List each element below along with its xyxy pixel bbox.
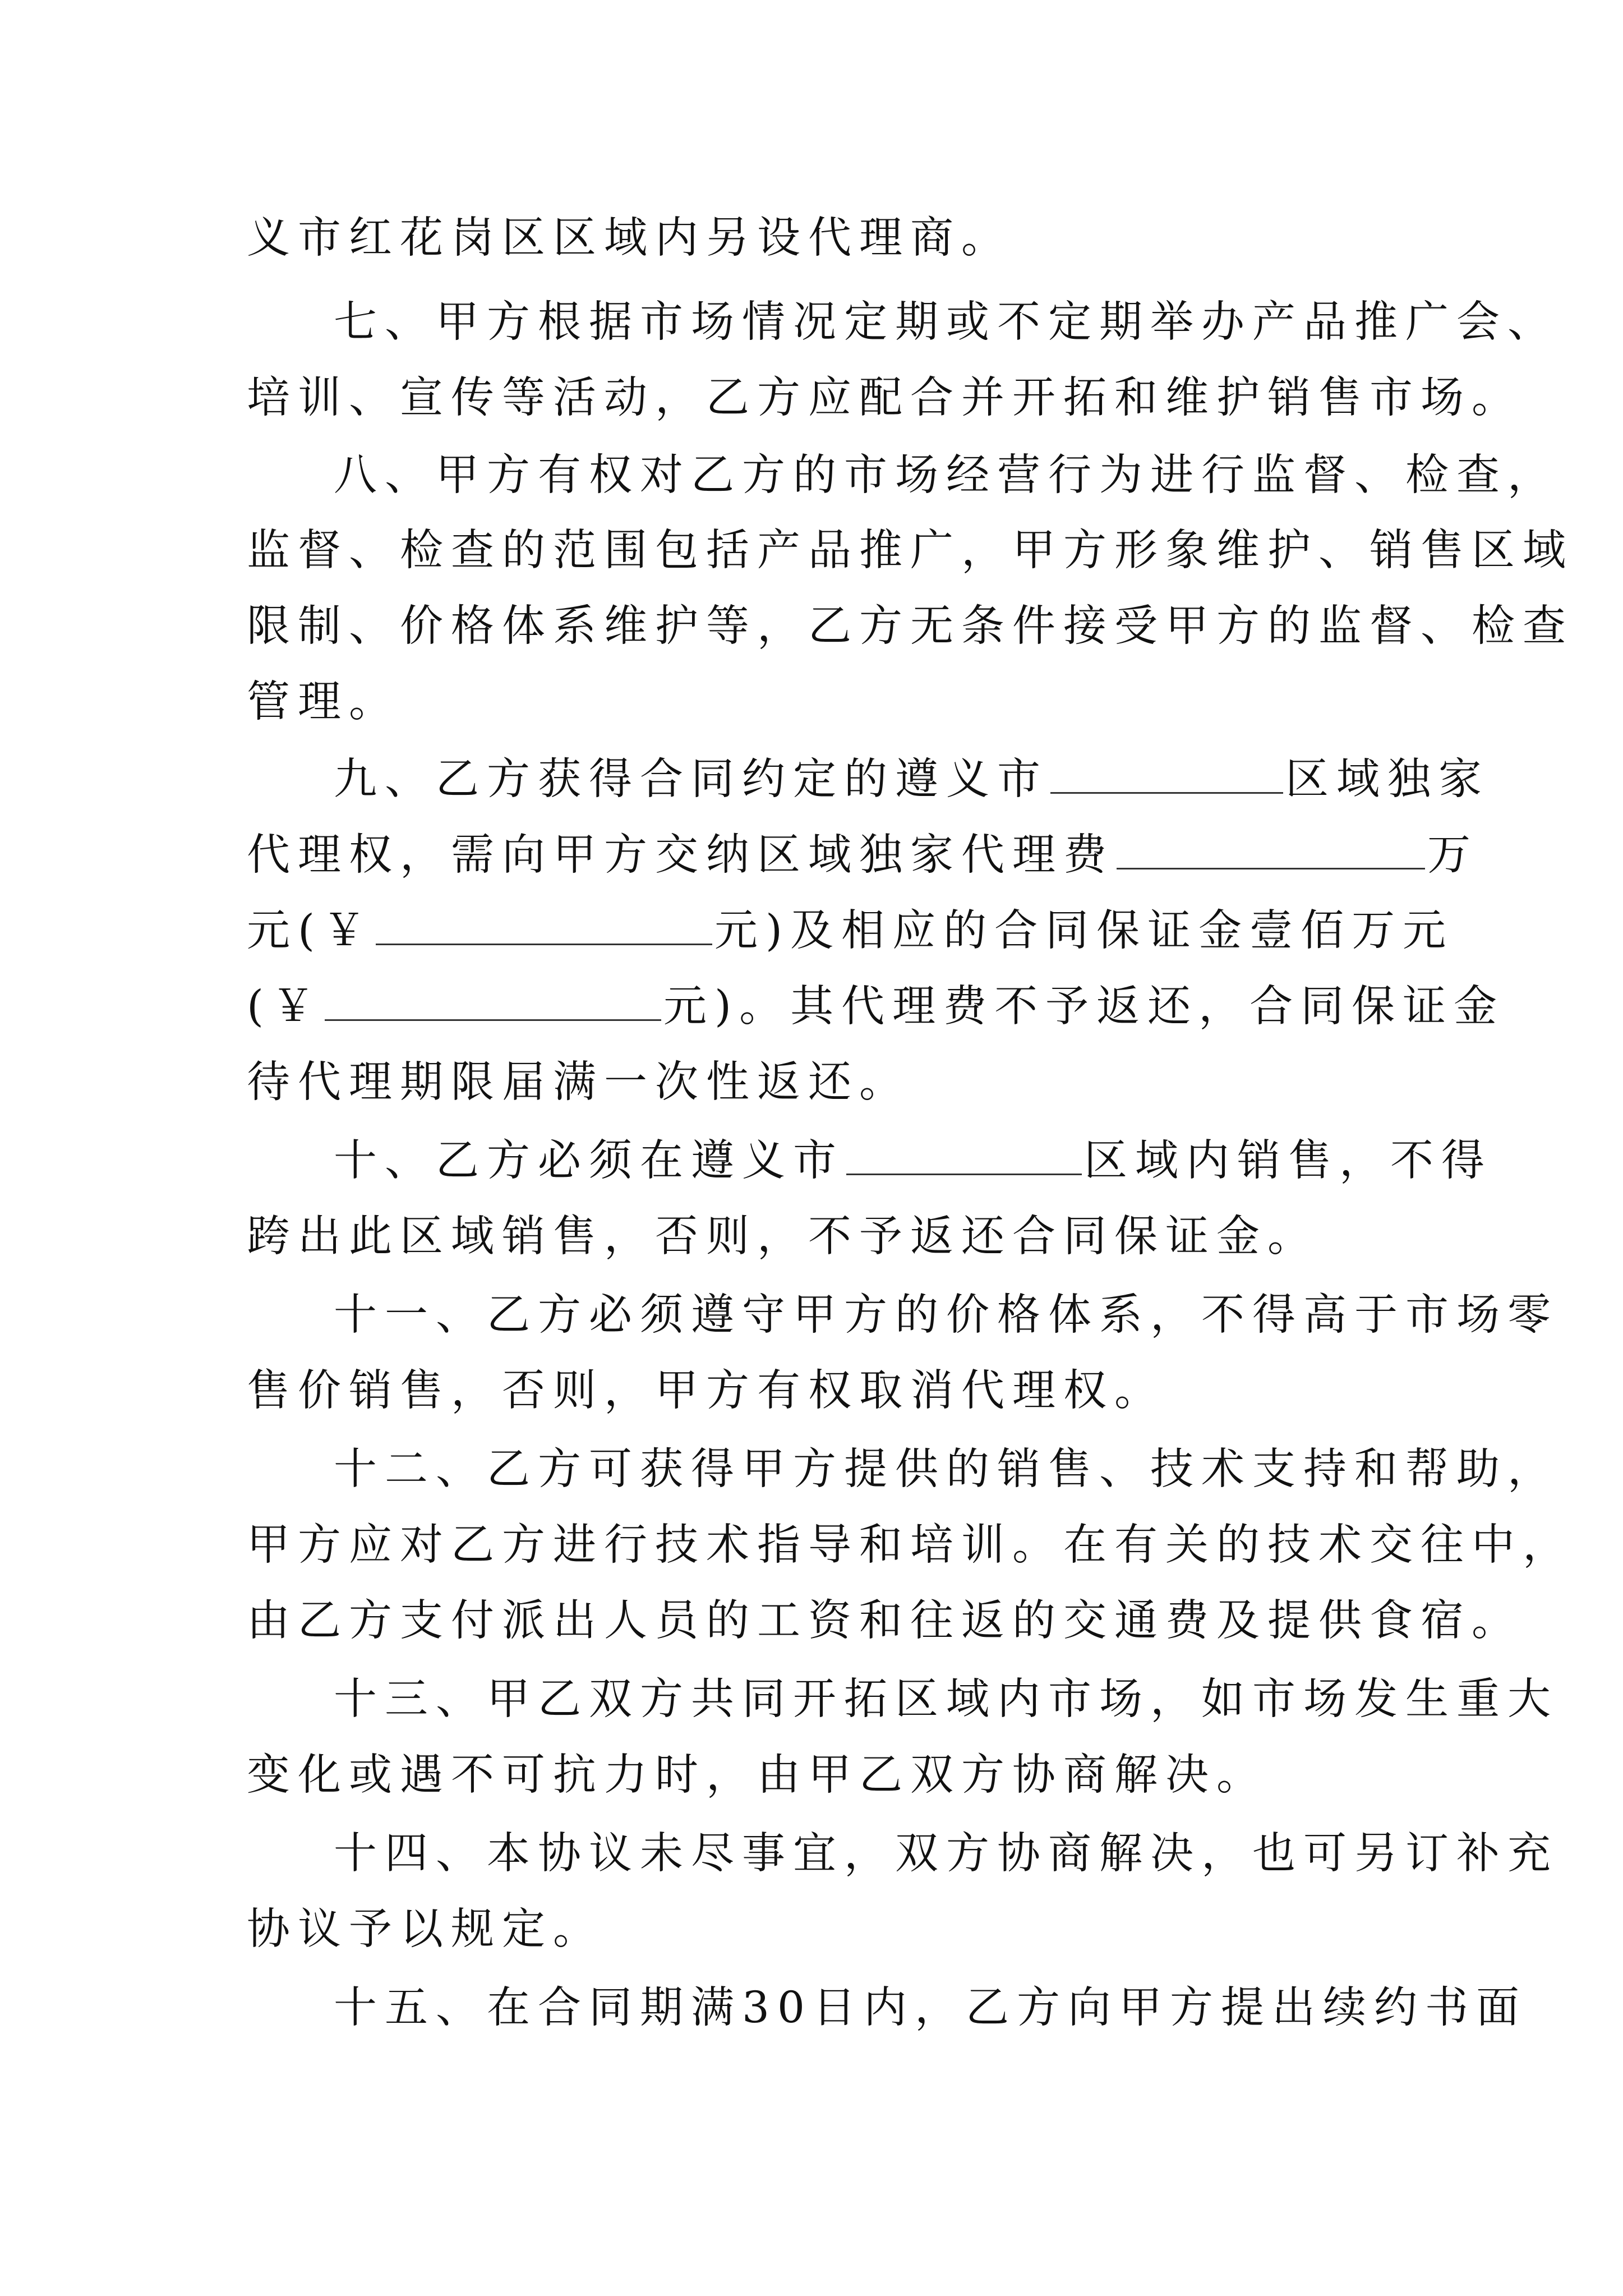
agency-fee-blank[interactable]: [1117, 823, 1425, 869]
clause-9-text-b: 区域独家: [1285, 754, 1490, 804]
clause-10-text-b: 区域内销售，不得: [1084, 1136, 1492, 1186]
clause-10-line-2: 跨出此区域销售，否则，不予返还合同保证金。: [247, 1212, 1318, 1262]
clause-12-line-2: 甲方应对乙方进行技术指导和培训。在有关的技术交往中，: [247, 1520, 1574, 1570]
clause-7-line-1: 七、甲方根据市场情况定期或不定期举办产品推广会、: [334, 297, 1559, 347]
clause-9-text-f: 元)及相应的合同保证金壹佰万元: [714, 906, 1454, 956]
clause-9-text-g: (￥: [247, 982, 323, 1032]
district-blank[interactable]: [1050, 747, 1283, 794]
clause-11-line-2: 售价销售，否则，甲方有权取消代理权。: [247, 1366, 1165, 1416]
sales-district-blank[interactable]: [846, 1129, 1082, 1175]
clause-15-line-1: 十五、在合同期满30日内，乙方向甲方提出续约书面: [334, 1983, 1527, 2033]
clause-9-line-2: [247, 816, 1478, 895]
deposit-amount-blank[interactable]: [325, 974, 661, 1021]
clause-10-line-1: [334, 1122, 1492, 1200]
clause-9-text-e: 元(￥: [247, 906, 374, 956]
clause-8-line-1: 八、甲方有权对乙方的市场经营行为进行监督、检查，: [334, 450, 1559, 500]
agency-fee-amount-blank[interactable]: [376, 899, 712, 945]
clause-14-line-1: 十四、本协议未尽事宜，双方协商解决，也可另订补充: [334, 1829, 1559, 1879]
clause-9-line-4: [247, 968, 1505, 1046]
clause-9-line-5: 待代理期限届满一次性返还。: [247, 1057, 910, 1107]
clause-9-line-1: [334, 740, 1490, 819]
clause-13-line-2: 变化或遇不可抗力时，由甲乙双方协商解决。: [247, 1750, 1267, 1800]
clause-10-text-a: 十、乙方必须在遵义市: [334, 1136, 844, 1186]
clause-9-text-a: 九、乙方获得合同约定的遵义市: [334, 754, 1048, 804]
clause-14-line-2: 协议予以规定。: [247, 1904, 604, 1954]
clause-9-line-3: [247, 892, 1454, 970]
clause-12-line-3: 由乙方支付派出人员的工资和往返的交通费及提供食宿。: [247, 1596, 1523, 1646]
clause-12-line-1: 十二、乙方可获得甲方提供的销售、技术支持和帮助，: [334, 1444, 1559, 1494]
clause-8-line-4: 管理。: [247, 677, 400, 727]
clause-13-line-1: 十三、甲乙双方共同开拓区域内市场，如市场发生重大: [334, 1674, 1559, 1724]
clause-9-text-h: 元)。其代理费不予返还，合同保证金: [663, 982, 1505, 1032]
clause-7-line-2: 培训、宣传等活动，乙方应配合并开拓和维护销售市场。: [247, 373, 1523, 423]
clause-8-line-3: 限制、价格体系维护等，乙方无条件接受甲方的监督、检查: [247, 601, 1574, 651]
text-line: 义市红花岗区区域内另设代理商。: [247, 213, 1012, 263]
clause-11-line-1: 十一、乙方必须遵守甲方的价格体系，不得高于市场零: [334, 1290, 1559, 1340]
clause-9-text-c: 代理权，需向甲方交纳区域独家代理费: [247, 830, 1114, 880]
clause-8-line-2: 监督、检查的范围包括产品推广，甲方形象维护、销售区域: [247, 526, 1574, 576]
clause-9-text-d: 万: [1427, 830, 1478, 880]
